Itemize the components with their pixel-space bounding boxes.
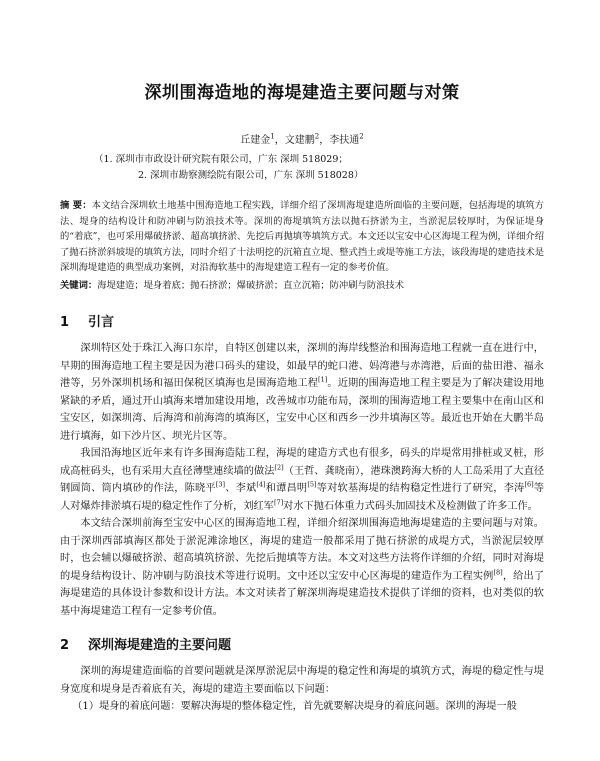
paper-title: 深圳围海造地的海堤建造主要问题与对策 [144,83,460,103]
citation-2[interactable]: [2] [274,463,284,472]
text-run: 深圳特区处于珠江入海口东岸，自特区创建以来，深圳的海岸线整治和围海造地工程就一直在进行中，早期的围海造地工程主要是因为港口码头的建设，如最早的蛇口港、妈湾港与赤湾港，后面的盐田港、福永港等，另外深圳机场和福田保税区填海也是围海造地工程 [60,343,544,389]
section-1-paragraph-1 [60,340,544,445]
author-3-affil-mark: 2 [359,132,364,141]
section-2-title: 深圳海堤建造的主要问题 [88,638,232,653]
section-1-paragraph-2 [60,445,544,515]
affiliations [60,152,544,184]
citation-4[interactable]: [4] [256,480,266,489]
section-1-number: 1 [60,315,70,330]
keywords-label: 关键词： [60,279,98,291]
author-line [60,131,544,146]
text-run: ，给出了海堤建造的具体设计参数和设计方法。本文对读者了解深圳海堤建造技术提供了详细的资料，也对类似的软基中海堤建造工程有一定参考价值。 [60,570,545,617]
author-2: ，文建鹏 [274,135,315,146]
section-2-paragraph-2: （1）堤身的着底问题：要解决海堤的整体稳定性，首先就要解决堤身的着底问题。深圳的海堤一般 [72,701,517,712]
author-2-affil-mark: 2 [314,132,320,141]
affiliation-1: （1. 深圳市市政设计研究院有限公司，广东 深圳 518029； [94,154,348,165]
text-run: 本文结合深圳前海至宝安中心区的围海造地工程，详细介绍深圳围海造地海堤建造的主要问题与对策。由于深圳西部填海区都处于淤泥滩涂地区，海堤的建造一般都采用了抛石挤淤的成堤方式，当淤泥层较厚时，也会辅以爆破挤淤、超高填筑挤淤、先挖后抛填等方法。本文对这些方法将作详细的介绍，同时对海堤的堤身结构设计、防冲刷与防浪技术等进行说明。文中还以宝安中心区海堤的建造作为工程实例 [60,518,544,582]
abstract-text: 本文结合深圳软土地基中围海造地工程实践，详细介绍了深圳海堤建造所面临的主要问题，包括海堤的填筑方法、堤身的结构设计和防冲刷与防浪技术等。深圳的海堤填筑方法以抛石挤淤为主，当淤泥层较厚时，为保证堤身的“着底”，也可采用爆破挤淤、超高填挤淤、先挖后再抛填等填筑方式。本文还以宝安中心区海堤工程为例，详细介绍了抛石挤淤斜坡堤的填筑方法，同时介绍了十法明挖的沉箱直立堤、整式挡土或堤等施工方法，该段海堤的建造技术是深圳海堤建造的典型成功案例，对沿海软基中的海堤建造工程有一定的参考价值。 [60,200,544,273]
abstract-label: 摘 要： [60,200,92,211]
text-run: 等人对爆炸排淤填石堤的稳定性作了分析，刘红军 [60,483,545,512]
text-run: 等对软基海堤的结构稳定性进行了研究，李涛 [316,483,525,494]
citation-3[interactable]: [3] [215,480,225,489]
keywords [60,278,544,294]
text-run: 我国沿海地区近年来有许多围海造陆工程，海堤的建造方式也有很多，码头的岸堤常用排桩或叉桩，形成高桩码头，也有采用大直径薄壁連续墙的做法 [60,448,544,477]
author-1-affil-mark: 1 [270,132,275,141]
abstract [60,198,544,276]
text-run: 和谭昌明 [265,483,308,494]
text-run: 。近期的围海造地工程主要是为了解决建设用地紧缺的矛盾，通过开山填海来增加建设用地，改善城市功能布局，深圳的围海造地工程主要集中在南山区和宝安区，如深圳湾、后海湾和前海湾的填海区，宝安中心区和西乡一沙井填海区等。最近也开始在大鹏半岛进行填海，如下沙片区、坝光片区等。 [60,378,544,442]
affiliation-2: 2. 深圳市勘察测绘院有限公司，广东 深圳 518028） [138,170,364,181]
section-2-heading [60,634,544,653]
citation-1[interactable]: [1] [318,375,328,384]
section-2-number: 2 [60,638,70,653]
author-3: ，李扶通 [319,135,360,146]
text-run: 对水下抛石体重力式码头加固技术及检测做了许多工作。 [283,500,538,512]
text-run: （王哲、龚晓南），港珠澳跨海大桥的人工岛采用了大直径钢圆筒、筒内填砂的作法，陈晓平 [60,465,545,494]
text-run: 、李斌 [225,483,257,494]
author-1: 丘建金 [240,135,271,146]
keywords-text: 海堤建造；堤身着底；抛石挤淤；爆破挤淤；直立沉箱；防冲刷与防浪技术 [97,279,405,291]
section-1-heading [60,311,544,330]
citation-5[interactable]: [5] [307,480,317,489]
citation-6[interactable]: [6] [524,480,534,489]
section-2-paragraph-1: 深圳的海堤建造面临的首要问题就是深厚淤泥层中海堤的稳定性和海堤的填筑方式，海堤的稳定性与堤身宽度和堤身是否着底有关，海堤的建造主要面临以下问题： [60,666,544,695]
section-1-paragraph-3 [60,515,544,620]
section-1-title: 引言 [88,315,115,330]
citation-8[interactable]: [8] [493,568,503,577]
citation-7[interactable]: [7] [273,498,284,507]
